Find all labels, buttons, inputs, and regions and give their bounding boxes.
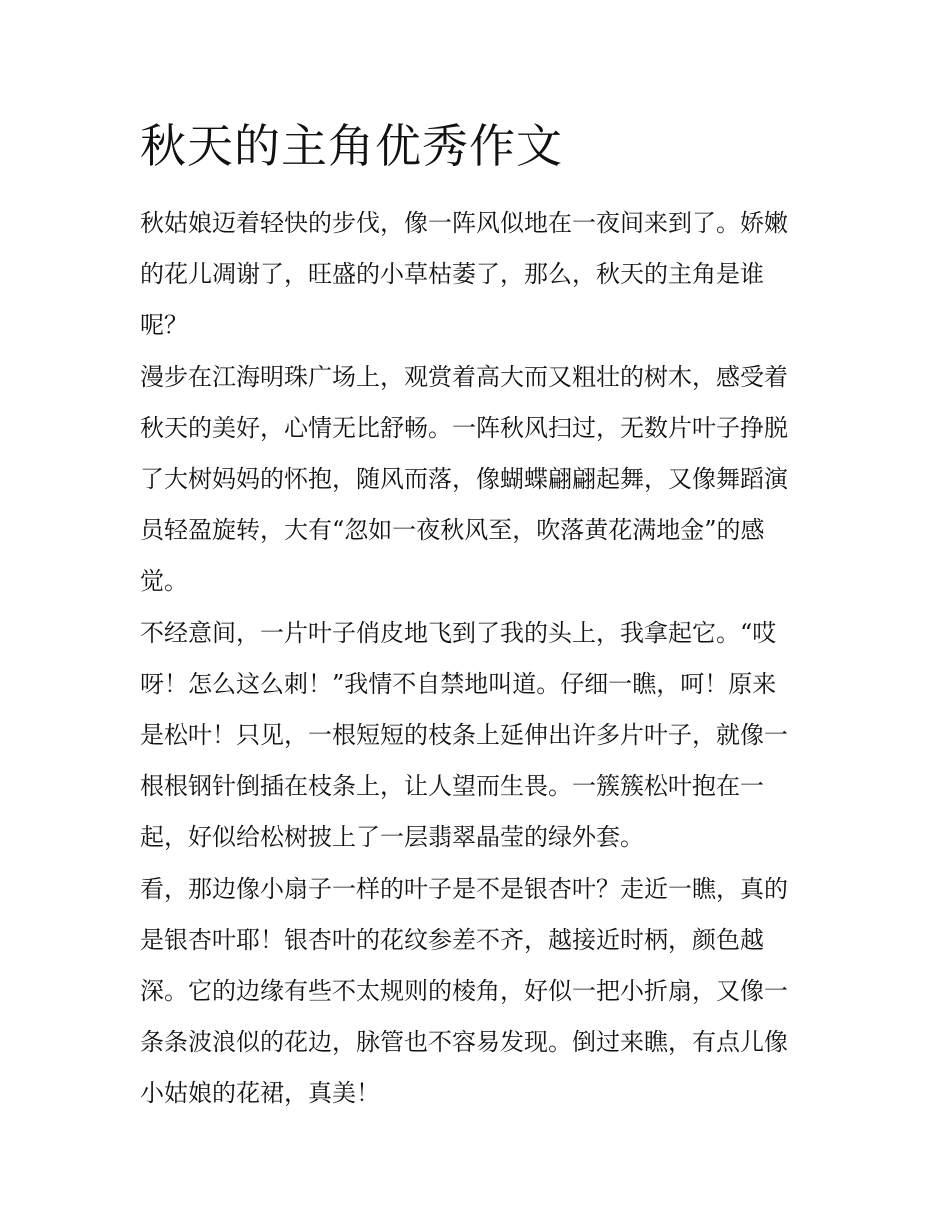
- text-line: 看，那边像小扇子一样的叶子是不是银杏叶？走近一瞧，真的: [140, 874, 788, 903]
- text-line: 是松叶！只见，一根短短的枝条上延伸出许多片叶子，就像一: [140, 721, 788, 750]
- text-line: 秋天的美好，心情无比舒畅。一阵秋风扫过，无数片叶子挣脱: [140, 413, 788, 442]
- text-line: 是银杏叶耶！银杏叶的花纹参差不齐，越接近时柄，颜色越: [140, 925, 764, 954]
- text-line: 觉。: [140, 567, 188, 596]
- text-line: 不经意间，一片叶子俏皮地飞到了我的头上，我拿起它。“哎: [140, 618, 777, 647]
- paragraph: [140, 608, 812, 864]
- text-line: 起，好似给松树披上了一层翡翠晶莹的绿外套。: [140, 823, 644, 852]
- text-line: 漫步在江海明珠广场上，观赏着高大而又粗壮的树木，感受着: [140, 362, 788, 391]
- document-title: 秋天的主角优秀作文: [140, 119, 563, 173]
- document-body: [140, 198, 812, 1120]
- text-line: 秋姑娘迈着轻快的步伐，像一阵风似地在一夜间来到了。娇嫩: [140, 209, 788, 237]
- text-line: 员轻盈旋转，大有“忽如一夜秋风至，吹落黄花满地金”的感: [140, 516, 765, 545]
- text-line: 呀！怎么这么刺！”我情不自禁地叫道。仔细一瞧，呵！原来: [140, 669, 777, 698]
- paragraph: [140, 864, 812, 1120]
- text-line: 呢？: [140, 311, 188, 340]
- text-line: 深。它的边缘有些不太规则的棱角，好似一把小折扇，又像一: [140, 977, 788, 1006]
- text-line: 了大树妈妈的怀抱，随风而落，像蝴蝶翩翩起舞，又像舞蹈演: [140, 465, 788, 494]
- text-line: 条条波浪似的花边，脉管也不容易发现。倒过来瞧，有点儿像: [140, 1028, 788, 1057]
- paragraph: [140, 198, 812, 352]
- text-line: 的花儿凋谢了，旺盛的小草枯萎了，那么，秋天的主角是谁: [140, 260, 764, 289]
- text-line: 小姑娘的花裙，真美！: [140, 1079, 380, 1108]
- paragraph: [140, 352, 812, 608]
- text-line: 根根钢针倒插在枝条上，让人望而生畏。一簇簇松叶抱在一: [140, 772, 764, 801]
